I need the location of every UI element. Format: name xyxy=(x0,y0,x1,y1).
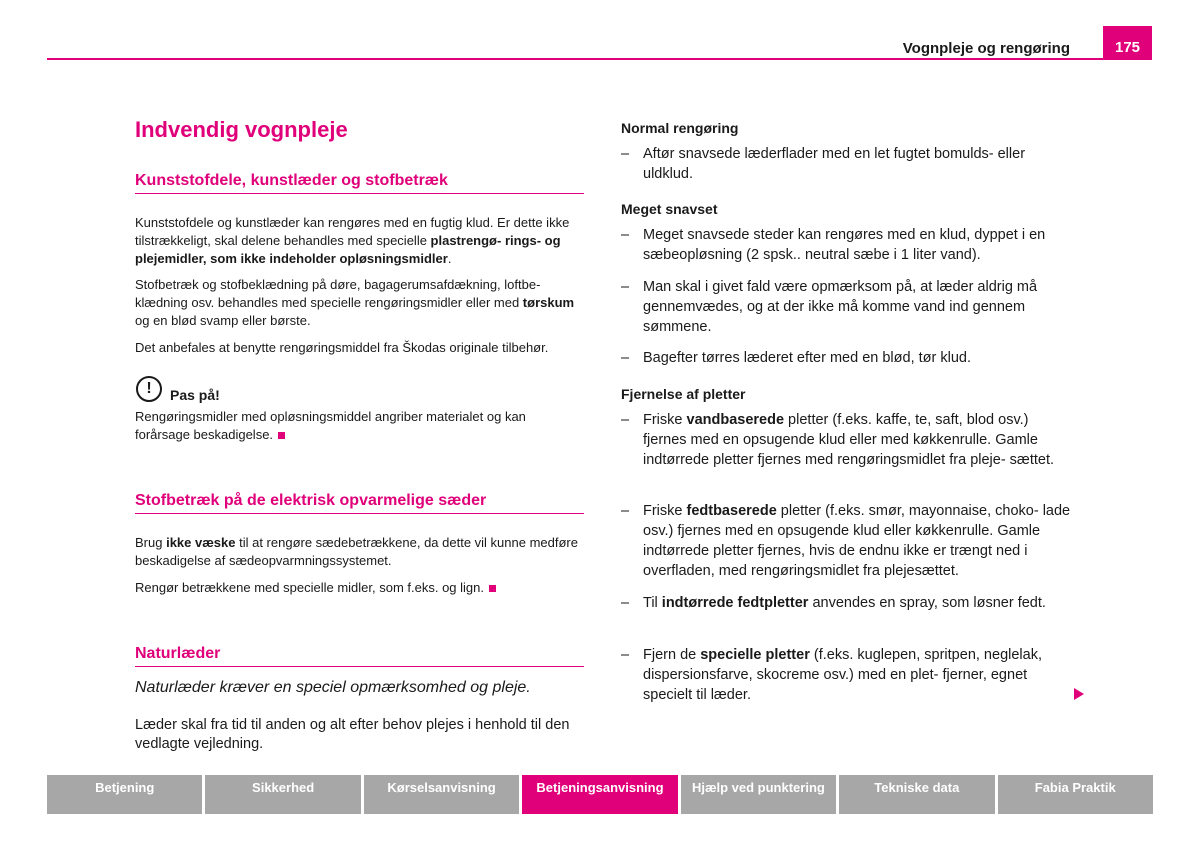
warning-text: Rengøringsmidler med opløsningsmiddel angriber materialet og kan forårsage beskadigelse. xyxy=(135,409,526,442)
paragraph: Stofbetræk og stofbeklædning på døre, bagagerumsafdækning, loftbe- klædning osv. behandles med specielle rengøringsmidler eller med tørskum og en blød svamp eller børste. xyxy=(135,277,575,328)
list-item: – Til indtørrede fedtpletter anvendes en spray, som løsner fedt. xyxy=(621,595,1046,611)
intro-text: Naturlæder kræver en speciel opmærksomhed og pleje. xyxy=(135,679,531,696)
tab-korselsanvisning[interactable]: Kørselsanvisning xyxy=(364,775,519,814)
paragraph: Kunststofdele og kunstlæder kan rengøres med en fugtig klud. Er dette ikke tilstrækkeligt, skal delene behandles med specielle plastrengø- rings- og plejemidler, som ikke indeholder opløsningsmidler. xyxy=(135,215,570,266)
exclamation-circle-icon: ! xyxy=(136,376,162,402)
continue-arrow-icon xyxy=(1074,688,1084,700)
list-item: – Friske vandbaserede pletter (f.eks. kaffe, te, saft, blod osv.) fjernes med en opsugende klud eller med køkkenrulle. Gamle indtørrede pletter fjernes med rengøringsmidlet fra pleje- sættet. xyxy=(621,412,1055,468)
subheading-fjern: Fjernelse af pletter xyxy=(621,386,746,402)
tab-fabia-praktik[interactable]: Fabia Praktik xyxy=(998,775,1153,814)
chapter-tabs xyxy=(47,775,1153,814)
tab-sikkerhed[interactable]: Sikkerhed xyxy=(205,775,360,814)
list-item: – Friske fedtbaserede pletter (f.eks. smør, mayonnaise, choko- lade osv.) fjernes med en opsugende klud eller køkkenrulle. Gamle indtørrede pletter fjernes, hvis de endnu ikke er trængt ned i overfladen, med rengøringsmidlet fra plejesættet. xyxy=(621,503,1071,579)
main-title: Indvendig vognpleje xyxy=(135,117,348,142)
end-mark xyxy=(489,585,496,592)
tab-tekniske-data[interactable]: Tekniske data xyxy=(839,775,994,814)
list-item: – Man skal i givet fald være opmærksom på, at læder aldrig må gennemvædes, og at der ikke må komme vand ind gennem sømmene. xyxy=(621,279,1038,335)
paragraph: Brug ikke væske til at rengøre sædebetrækkene, da dette vil kunne medføre beskadigelse af sædeopvarmningssystemet. xyxy=(135,535,578,568)
tab-betjeningsanvisning[interactable]: Betjeningsanvisning xyxy=(522,775,677,814)
section-heading-naturlæder: Naturlæder xyxy=(135,645,584,667)
subheading-meget: Meget snavset xyxy=(621,201,718,217)
header-title: Vognpleje og rengøring xyxy=(902,40,1070,57)
end-mark xyxy=(278,432,285,439)
tab-hjaelp-ved-punktering[interactable]: Hjælp ved punktering xyxy=(681,775,836,814)
paragraph: Læder skal fra tid til anden og alt efter behov plejes i henhold til den vedlagte vejledning. xyxy=(135,717,570,752)
section-heading-sæder: Stofbetræk på de elektrisk opvarmelige sæder xyxy=(135,492,584,514)
paragraph: Det anbefales at benytte rengøringsmiddel fra Škodas originale tilbehør. xyxy=(135,340,549,355)
tab-betjening[interactable]: Betjening xyxy=(47,775,202,814)
list-item: – Bagefter tørres læderet efter med en blød, tør klud. xyxy=(621,350,971,366)
section-heading-kunststof: Kunststofdele, kunstlæder og stofbetræk xyxy=(135,172,584,194)
warning-title: Pas på! xyxy=(170,387,220,403)
list-item: – Fjern de specielle pletter (f.eks. kuglepen, spritpen, neglelak, dispersionsfarve, skocreme osv.) med en plet- fjerner, egnet specielt til læder. xyxy=(621,647,1042,703)
page-number: 175 xyxy=(1103,26,1152,60)
paragraph: Rengør betrækkene med specielle midler, som f.eks. og lign. xyxy=(135,579,580,597)
list-item: – Meget snavsede steder kan rengøres med en klud, dyppet i en sæbeopløsning (2 spsk.. neutral sæbe i 1 liter vand). xyxy=(621,227,1046,263)
list-item: – Aftør snavsede læderflader med en let fugtet bomulds- eller uldklud. xyxy=(621,146,1026,182)
subheading-normal: Normal rengøring xyxy=(621,120,739,136)
header-rule xyxy=(47,58,1152,60)
